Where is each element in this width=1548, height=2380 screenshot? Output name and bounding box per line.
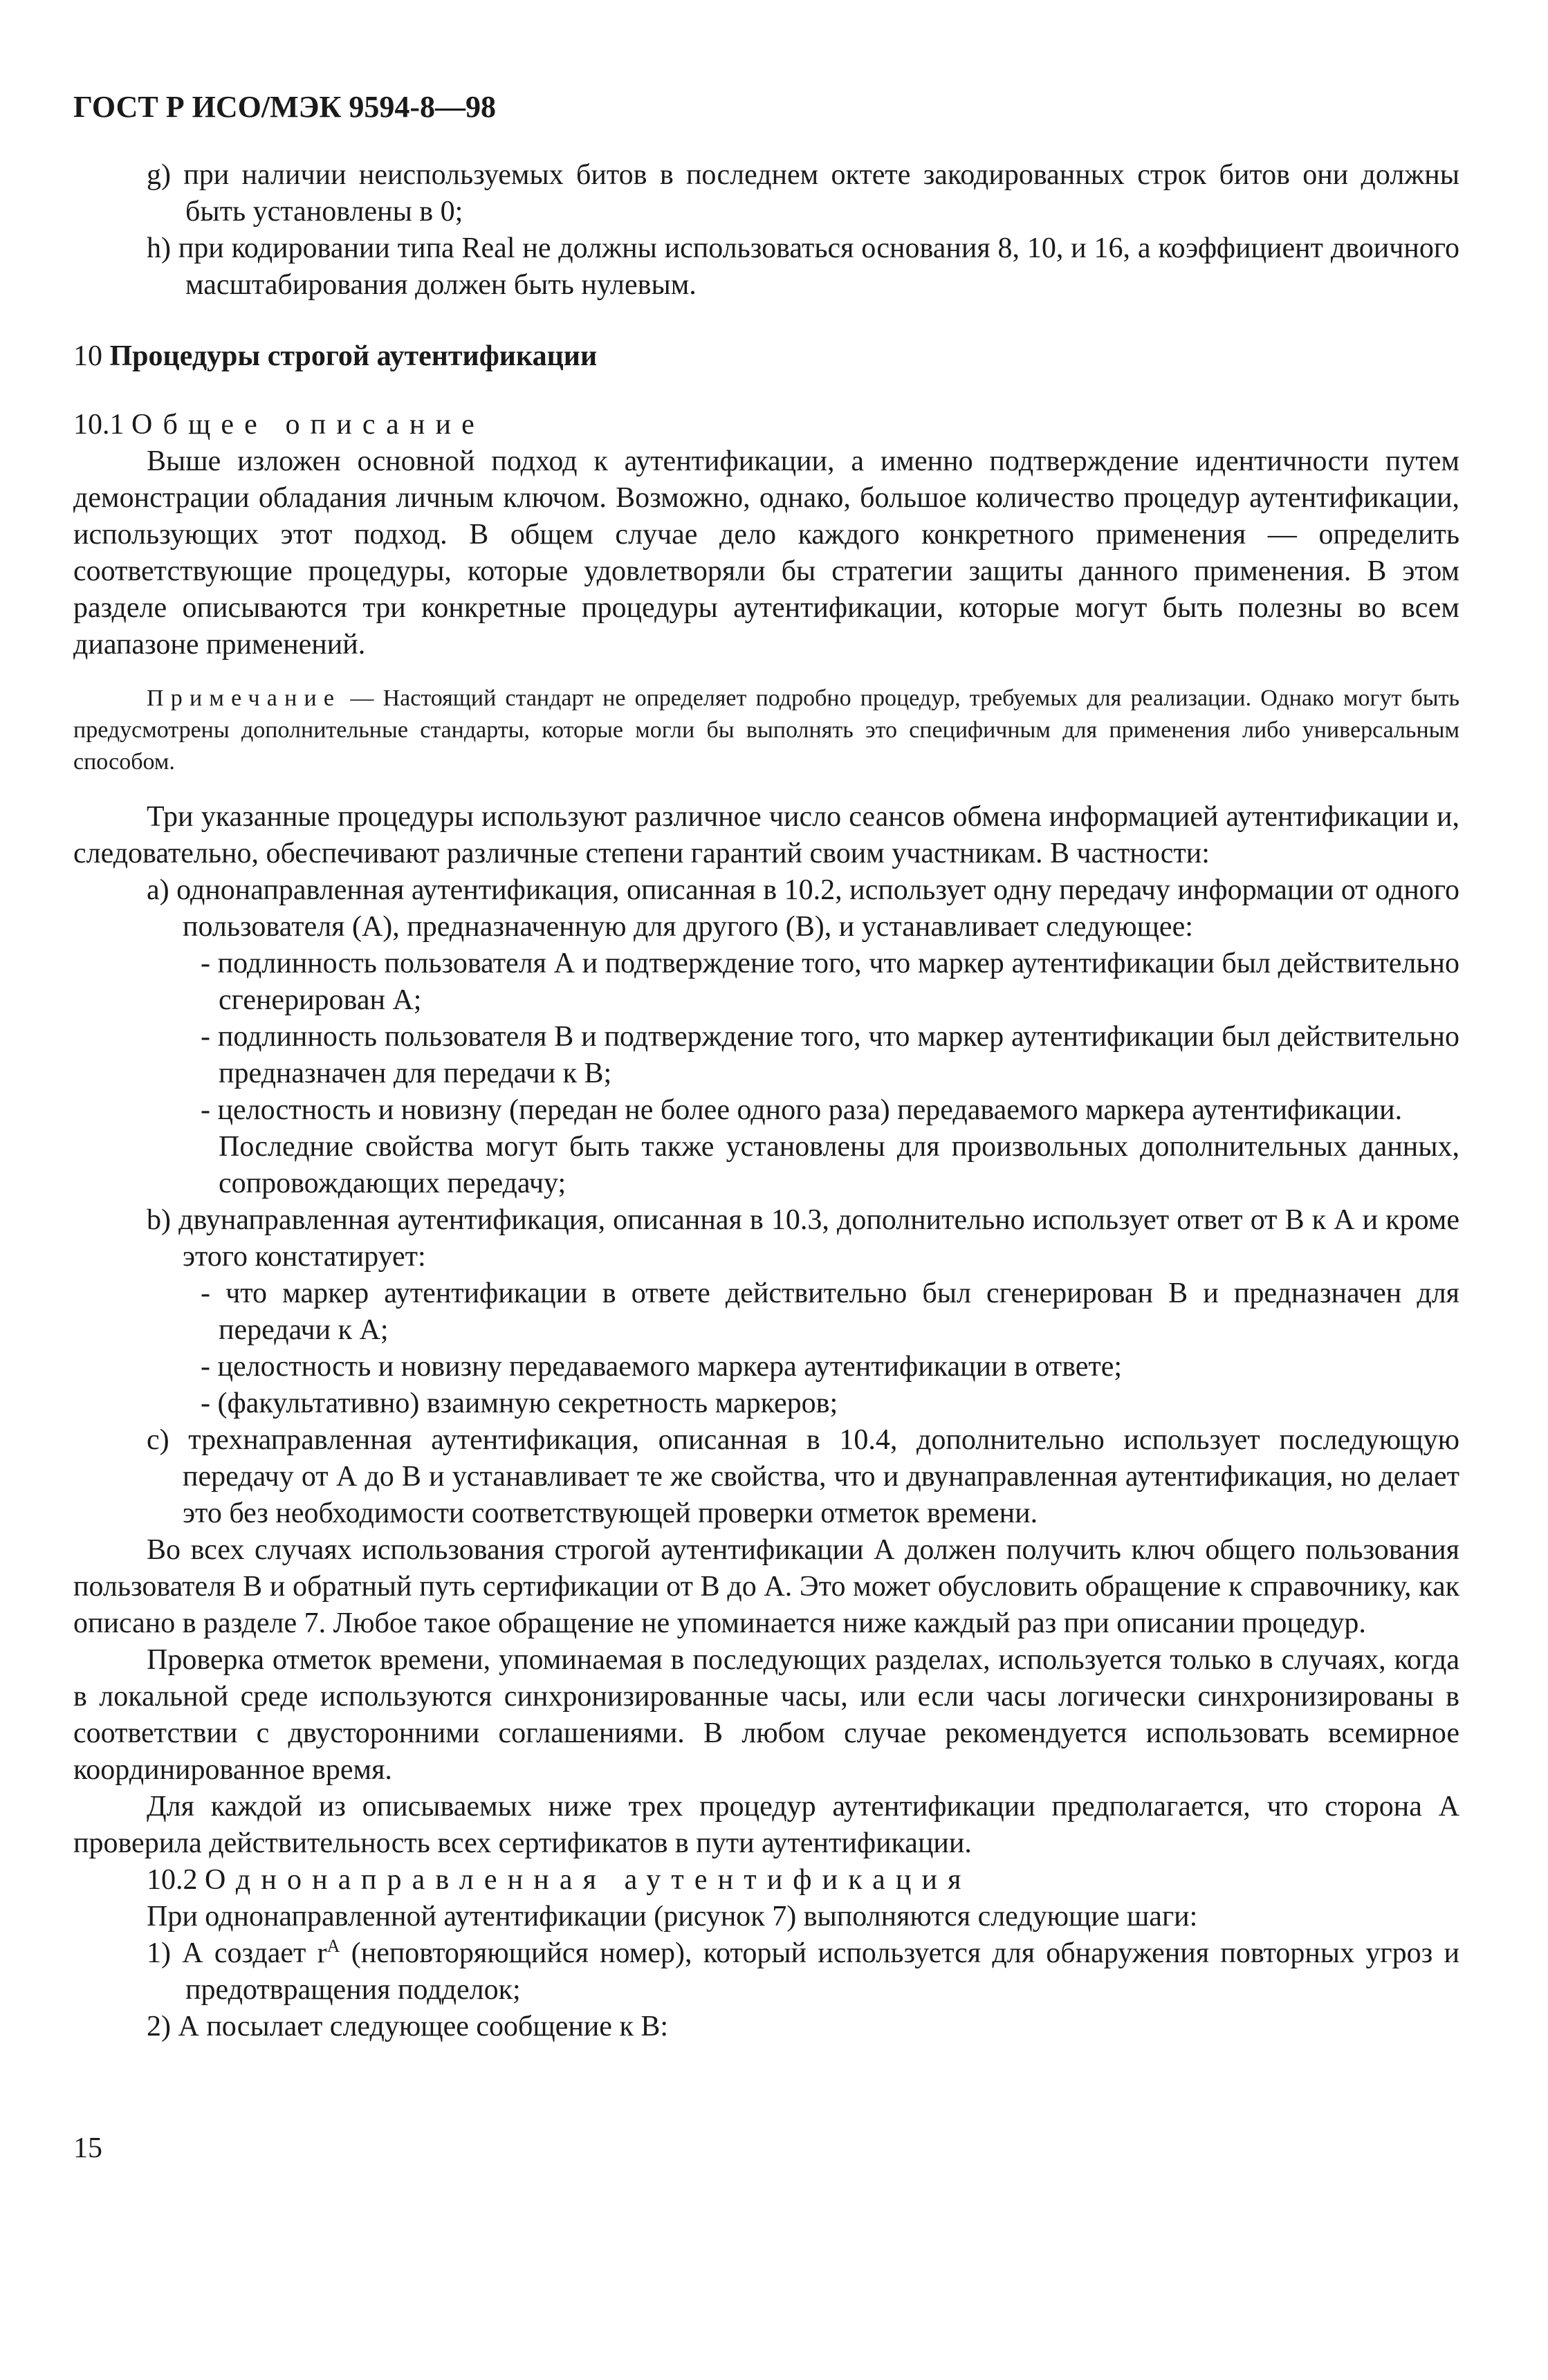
section-10-heading — [73, 338, 1459, 375]
document-header: ГОСТ Р ИСО/МЭК 9594-8—98 — [73, 90, 497, 124]
paragraph-certificates: Для каждой из описываемых ниже трех процедур аутентификации предполагается, что сторона А проверила действительность всех сертификатов в пути аутентификации. — [73, 1791, 1459, 1859]
paragraph-procedures: Три указанные процедуры используют различное число сеансов обмена информацией аутентификации и, следовательно, обеспечивают различные степени гарантий своим участникам. В частности: — [73, 801, 1459, 869]
list-item-g: g) при наличии неиспользуемых битов в последнем октете закодированных строк битов они должны быть установлены в 0; — [147, 159, 1459, 228]
dash-item-a1: - подлинность пользователя А и подтверждение того, что маркер аутентификации был действительно сгенерирован А; — [201, 948, 1459, 1016]
paragraph-one-way-steps: При однонаправленной аутентификации (рисунок 7) выполняются следующие шаги: — [147, 1901, 1198, 1932]
list-item-h: h) при кодировании типа Real не должны использоваться основания 8, 10, и 16, а коэффициент двоичного масштабирования должен быть нулевым. — [147, 232, 1459, 301]
dash-item-a3: - целостность и новизну (передан не более одного раза) передаваемого маркера аутентификации. — [201, 1094, 1403, 1126]
section-title: Процедуры строгой аутентификации — [109, 340, 598, 372]
note-block — [73, 683, 1459, 778]
subsection-number: 10.2 — [147, 1864, 198, 1896]
paragraph-all-cases: Во всех случаях использования строгой аутентификации А должен получить ключ общего пользования пользователя В и обратный путь сертификации от В до А. Это может обусловить обращение к справочнику, как описано в разделе 7. Любое такое обращение не упоминается ниже каждый раз при описании процедур. — [73, 1534, 1459, 1639]
page-number: 15 — [73, 2132, 102, 2164]
dash-item-b1: - что маркер аутентификации в ответе действительно был сгенерирован В и предназначен для передачи к А; — [201, 1277, 1459, 1346]
subsection-title: Общее описание — [131, 409, 485, 441]
step-1-post: (неповторяющийся номер), который используется для обнаружения повторных угроз и предотвращения подделок; — [185, 1937, 1459, 2006]
paragraph-timestamps: Проверка отметок времени, упоминаемая в последующих разделах, используется только в случаях, когда в локальной среде используются синхронизированные часы, или если часы логически синхронизированы в соответствии с двусторонними соглашениями. В любом случае рекомендуется использовать всемирное координированное время. — [73, 1644, 1459, 1786]
dash-item-a2: - подлинность пользователя В и подтверждение того, что маркер аутентификации был действительно предназначен для передачи к В; — [201, 1021, 1459, 1089]
note-text: — Настоящий стандарт не определяет подробно процедур, требуемых для реализации. Однако могут быть предусмотрены дополнительные стандарты, которые могли бы выполнять это специфичным для применения либо универсальным способом. — [73, 685, 1459, 775]
step-1-superscript: A — [326, 1936, 340, 1956]
subsection-10-1-heading — [73, 407, 1459, 443]
item-a-continuation: Последние свойства могут быть также установлены для произвольных дополнительных данных, сопровождающих передачу; — [219, 1131, 1459, 1199]
step-1 — [73, 1935, 1459, 2009]
paragraph-intro: Выше изложен основной подход к аутентификации, а именно подтверждение идентичности путем демонстрации обладания личным ключом. Возможно, однако, большое количество процедур аутентификации, использующих этот подход. В общем случае дело каждого конкретного применения — определить соответствующие процедуры, которые удовлетворяли бы стратегии защиты данного применения. В этом разделе описываются три конкретные процедуры аутентификации, которые могут быть полезны во всем диапазоне применений. — [73, 445, 1459, 661]
step-2: 2) А посылает следующее сообщение к В: — [147, 2011, 669, 2042]
list-item-a: а) однонаправленная аутентификация, описанная в 10.2, использует одну передачу информации от одного пользователя (А), предназначенную для другого (В), и устанавливает следующее: — [147, 874, 1459, 943]
dash-item-b2: - целостность и новизну передаваемого маркера аутентификации в ответе; — [201, 1351, 1123, 1383]
subsection-number: 10.1 — [73, 409, 125, 441]
subsection-10-2-heading — [73, 1862, 1459, 1899]
list-item-c: с) трехнаправленная аутентификация, описанная в 10.4, дополнительно использует последующую передачу от А до В и устанавливает те же свойства, что и двунаправленная аутентификация, но делает это без необходимости соответствующей проверки отметок времени. — [147, 1424, 1459, 1529]
note-label: Примечание — [147, 685, 342, 711]
subsection-title: Однонаправленная аутентификация — [205, 1864, 972, 1896]
step-1-pre: 1) А создает r — [147, 1937, 327, 1969]
section-number: 10 — [73, 340, 102, 372]
list-item-b: b) двунаправленная аутентификация, описанная в 10.3, дополнительно использует ответ от В к А и кроме этого констатирует: — [147, 1204, 1459, 1273]
dash-item-b3: - (факультативно) взаимную секретность маркеров; — [201, 1387, 838, 1419]
